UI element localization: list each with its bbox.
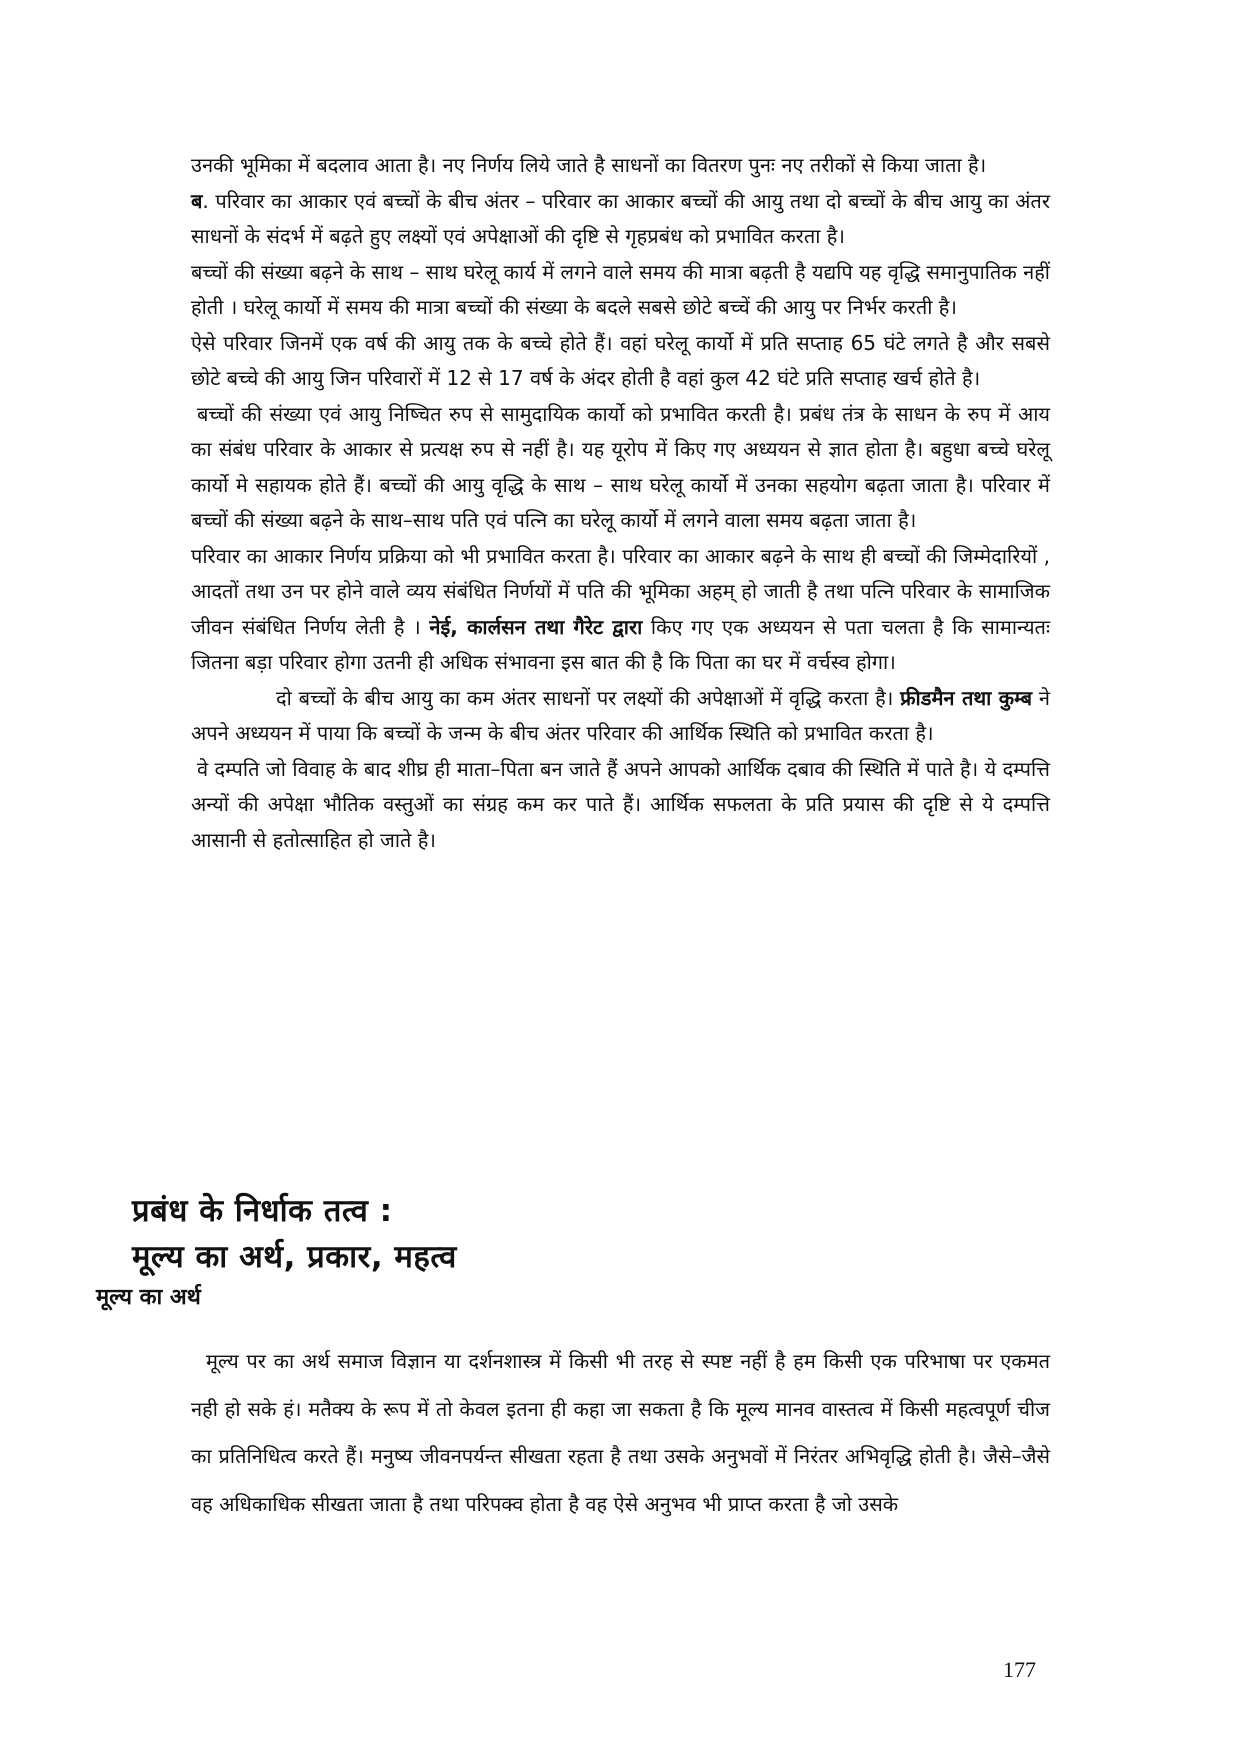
page-number: 177 [1003,1657,1036,1682]
section-paragraph: मूल्य पर का अर्थ समाज विज्ञान या दर्शनशास्त्र में किसी भी तरह से स्पष्ट नहीं है हम किसी एक परिभाषा पर एकमत नही हो सके हं। मतैक्य के रूप में तो केवल इतना ही कहा जा सकता है कि मूल्य मानव वास्तत्व में किसी महत्वपूर्ण चीज का प्रतिनिधित्व करते हैं। मनुष्य जीवनपर्यन्त सीखता रहता है तथा उसके अनुभवों में निरंतर अभिवृद्धि होती है। जैसे–जैसे वह अधिकाधिक सीखता जाता है तथा परिपक्व होता है वह ऐसे अनुभव भी प्राप्त करता है जो उसके [191,1349,1050,1516]
section-heading-subtitle: मूल्य का अर्थ, प्रकार, महत्व [132,1239,457,1275]
paragraph [191,184,1050,255]
body-text [191,148,1050,858]
paragraph-text: दो बच्चों के बीच आयु का कम अंतर साधनों पर लक्ष्यों की अपेक्षाओं में वृद्धि करता है। [276,685,901,710]
paragraph: बच्चों की संख्या बढ़ने के साथ – साथ घरेलू कार्य में लगने वाले समय की मात्रा बढ़ती है यद्यपि यह वृद्धि समानुपातिक नहीं होती । घरेलू कार्यो में समय की मात्रा बच्चों की संख्या के बदले सबसे छोटे बच्चें की आयु पर निर्भर करती है। [191,259,1050,319]
paragraph-text: किए गए एक अध्ययन से पता चलता है कि सामान्यतः जितना बड़ा परिवार होगा उतनी ही अधिक संभावना इस बात की है कि पिता का घर में वर्चस्व होगा। [191,614,1050,674]
sub-heading: मूल्य का अर्थ [96,1285,201,1310]
paragraph: ऐसे परिवार जिनमें एक वर्ष की आयु तक के बच्चे होते हैं। वहां घरेलू कार्यो में प्रति सप्ताह 65 घंटे लगते है और सबसे छोटे बच्चे की आयु जिन परिवारों में 12 से 17 वर्ष के अंदर होती है वहां कुल 42 घंटे प्रति सप्ताह खर्च होते है। [191,330,1050,390]
paragraph-text: . परिवार का आकार एवं बच्चों के बीच अंतर – परिवार का आकार बच्चों की आयु तथा दो बच्चों के बीच आयु का अंतर साधनों के संदर्भ में बढ़ते हुए लक्ष्यों एवं अपेक्षाओं की दृष्टि से गृहप्रबंध को प्रभावित करता है। [191,188,1051,248]
paragraph-text: परिवार का आकार निर्णय प्रक्रिया को भी प्रभावित करता है। परिवार का आकार बढ़ने के साथ ही बच्चों की जिम्मेदारियों , आदतों तथा उन पर होने वाले व्यय संबंधित निर्णयों में पति की भूमिका अहम् हो जाती है तथा पत्नि परिवार के सामाजिक जीवन संबंधित निर्णय लेती है । [191,543,1050,639]
author-names: फ्रीडमैन तथा कुम्ब [900,685,1033,710]
bold-label: ब [191,188,203,213]
paragraph: बच्चों की संख्या एवं आयु निष्चित रुप से सामुदायिक कार्यो को प्रभावित करती है। प्रबंध तंत्र के साधन के रुप में आय का संबंध परिवार के आकार से प्रत्यक्ष रुप से नहीं है। यह यूरोप में किए गए अध्ययन से ज्ञात होता है। बहुधा बच्चे घरेलू कार्यो मे सहायक होते हैं। बच्चों की आयु वृद्धि के साथ – साथ घरेलू कार्यो में उनका सहयोग बढ़ता जाता है। परिवार में बच्चों की संख्या बढ़ने के साथ–साथ पति एवं पत्नि का घरेलू कार्यो में लगने वाला समय बढ़ता जाता है। [191,401,1050,532]
paragraph [191,539,1050,681]
paragraph [191,681,1050,752]
paragraph-text: ने अपने अध्ययन में पाया कि बच्चों के जन्म के बीच अंतर परिवार की आर्थिक स्थिति को प्रभावित करता है। [191,685,1050,745]
paragraph: उनकी भूमिका में बदलाव आता है। नए निर्णय लिये जाते है साधनों का वितरण पुनः नए तरीकों से किया जाता है। [191,153,987,177]
section-heading: प्रबंध के निर्धाक तत्व : [132,1193,393,1229]
paragraph: वे दम्पति जो विवाह के बाद शीघ्र ही माता–पिता बन जाते हैं अपने आपको आर्थिक दबाव की स्थिति में पाते है। ये दम्पत्ति अन्यों की अपेक्षा भौतिक वस्तुओं का संग्रह कम कर पाते हैं। आर्थिक सफलता के प्रति प्रयास की दृष्टि से ये दम्पत्ति आसानी से हतोत्साहित हो जाते है। [191,756,1050,852]
author-names: नेई, कार्लसन तथा गैरेट द्वारा [429,614,643,639]
